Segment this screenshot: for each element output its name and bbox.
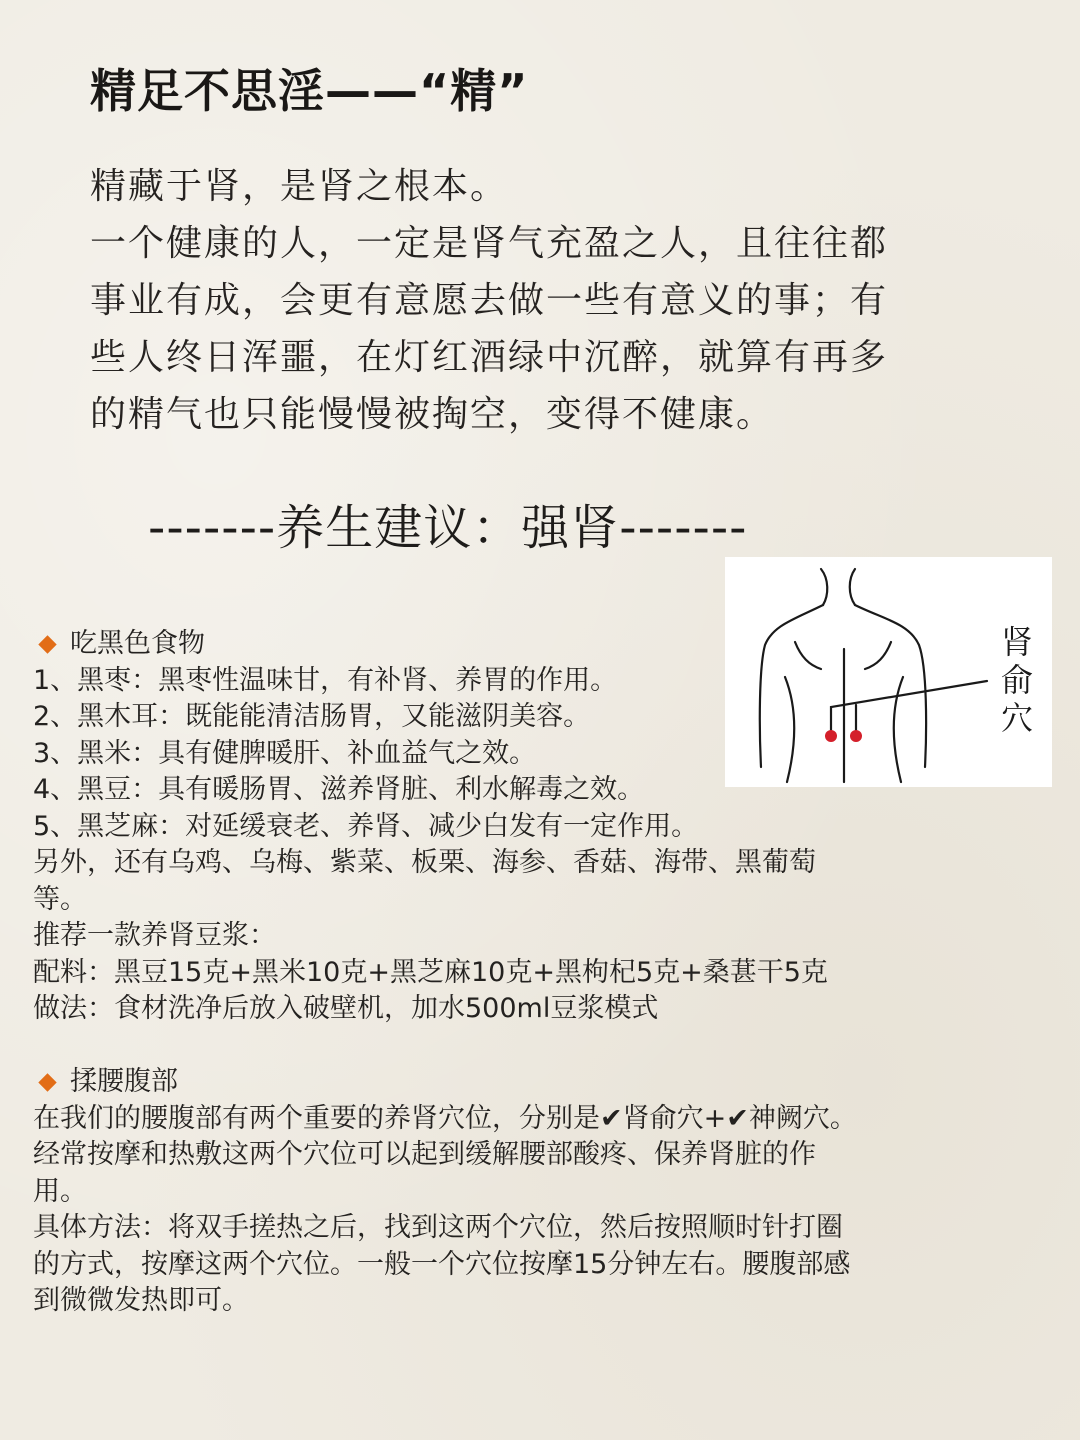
body-line: 具体方法：将双手搓热之后，找到这两个穴位，然后按照顺时针打圈 — [33, 1212, 843, 1243]
acupoint-label-char: 穴 — [1000, 699, 1033, 737]
waist-massage-section — [33, 1064, 1033, 1320]
orange-diamond-icon — [38, 1073, 56, 1091]
body-line: 推荐一款养肾豆浆： — [33, 920, 276, 951]
body-line: 配料：黑豆15克+黑米10克+黑芝麻10克+黑枸杞5克+桑葚干5克 — [33, 956, 828, 988]
body-line: 在我们的腰腹部有两个重要的养肾穴位，分别是✔肾俞穴+✔神阙穴。 — [33, 1102, 857, 1134]
body-line: 到微微发热即可。 — [33, 1285, 249, 1316]
neck-right-outline — [850, 569, 855, 605]
black-food-section — [33, 626, 1033, 1028]
acupoint-label-char: 俞 — [1000, 661, 1033, 699]
orange-diamond-icon — [38, 635, 56, 653]
body-line: 的方式，按摩这两个穴位。一般一个穴位按摩15分钟左右。腰腹部感 — [33, 1248, 851, 1280]
body-line: 做法：食材洗净后放入破壁机，加水500ml豆浆模式 — [33, 993, 659, 1024]
waist-heading-text: 揉腰腹部 — [70, 1066, 178, 1097]
list-item: 1、黑枣：黑枣性温味甘，有补肾、养胃的作用。 — [33, 664, 618, 696]
intro-line: 精藏于肾，是肾之根本。 — [90, 166, 509, 207]
list-item: 4、黑豆：具有暖肠胃、滋养肾脏、利水解毒之效。 — [33, 774, 645, 805]
section-heading: -------养生建议：强肾------- — [148, 500, 748, 556]
intro-line: 事业有成，会更有意愿去做一些有意义的事；有 — [90, 280, 889, 321]
list-item: 3、黑米：具有健脾暖肝、补血益气之效。 — [33, 737, 537, 769]
body-line: 用。 — [33, 1175, 87, 1207]
list-item: 2、黑木耳：既能能清洁肠胃，又能滋阴美容。 — [33, 701, 591, 732]
waist-heading — [33, 1064, 1033, 1101]
list-item: 5、黑芝麻：对延缓衰老、养肾、减少白发有一定作用。 — [33, 810, 699, 842]
acupoint-label-char: 肾 — [1000, 623, 1033, 661]
black-food-heading-text: 吃黑色食物 — [70, 628, 205, 659]
body-line: 等。 — [33, 883, 87, 915]
neck-left-outline — [821, 569, 827, 605]
intro-line: 的精气也只能慢慢被掏空，变得不健康。 — [90, 394, 775, 435]
black-food-heading — [33, 626, 1033, 663]
intro-line: 些人终日浑噩，在灯红酒绿中沉醉，就算有再多 — [90, 337, 889, 378]
page-title: 精足不思淫——“精” — [90, 64, 529, 118]
intro-paragraph — [90, 158, 990, 443]
body-line: 另外，还有乌鸡、乌梅、紫菜、板栗、海参、香菇、海带、黑葡萄 — [33, 847, 816, 878]
intro-line: 一个健康的人，一定是肾气充盈之人，且往往都 — [90, 223, 889, 264]
body-line: 经常按摩和热敷这两个穴位可以起到缓解腰部酸疼、保养肾脏的作 — [33, 1139, 816, 1170]
